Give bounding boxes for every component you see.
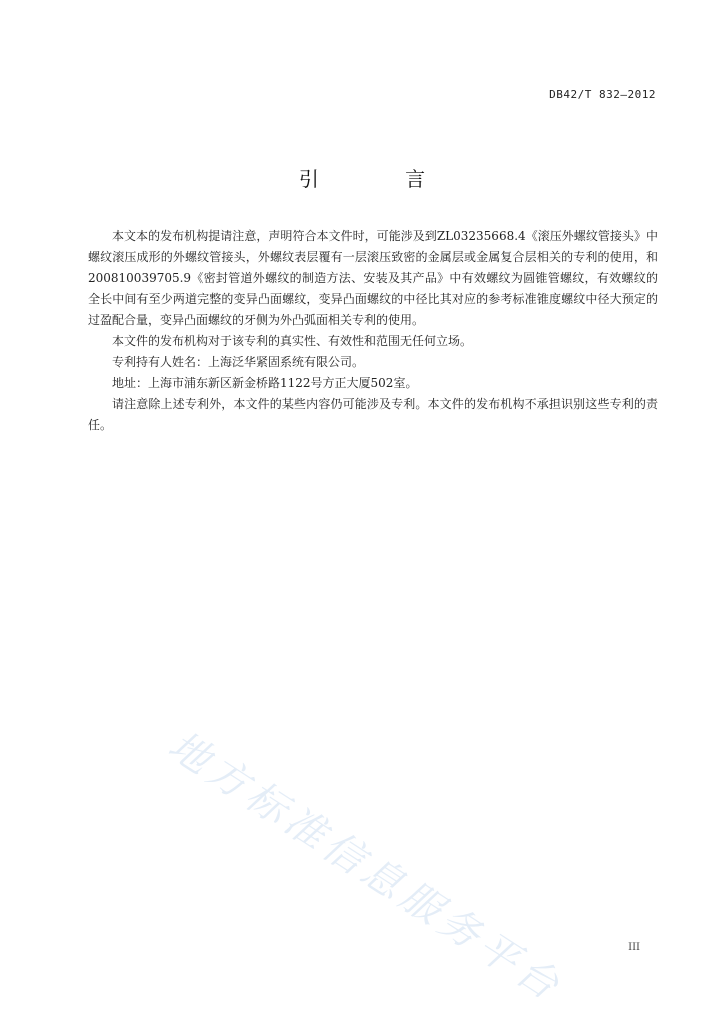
watermark: 地方标准信息服务平台 [160, 722, 571, 1012]
paragraph-patent-holder: 专利持有人姓名：上海泛华紧固系统有限公司。 [112, 355, 365, 369]
standard-code: DB42/T 832—2012 [549, 88, 656, 101]
title-char-1: 引 [298, 167, 319, 191]
body-text [88, 226, 658, 436]
title-char-2: 言 [405, 167, 426, 191]
paragraph-patent-notice: 本文本的发布机构提请注意，声明符合本文件时，可能涉及到ZL03235668.4《滚压外螺纹管接头》中螺纹滚压成形的外螺纹管接头，外螺纹表层覆有一层滚压致密的金属层或金属复合层相关的专利的使用，和200810039705.9《密封管道外螺纹的制造方法、安装及其产品》中有效螺纹为圆锥管螺纹，有效螺纹的全长中间有至少两道完整的变异凸面螺纹，变异凸面螺纹的中径比其对应的参考标准锥度螺纹中径大预定的过盈配合量，变异凸面螺纹的牙侧为外凸弧面相关专利的使用。 [88, 229, 658, 327]
paragraph-no-position: 本文件的发布机构对于该专利的真实性、有效性和范围无任何立场。 [112, 334, 473, 348]
paragraph-disclaimer: 请注意除上述专利外，本文件的某些内容仍可能涉及专利。本文件的发布机构不承担识别这些专利的责任。 [88, 397, 658, 432]
page-number: III [628, 942, 640, 953]
paragraph-address: 地址：上海市浦东新区新金桥路1122号方正大厦502室。 [112, 376, 418, 390]
page-title [0, 163, 724, 192]
